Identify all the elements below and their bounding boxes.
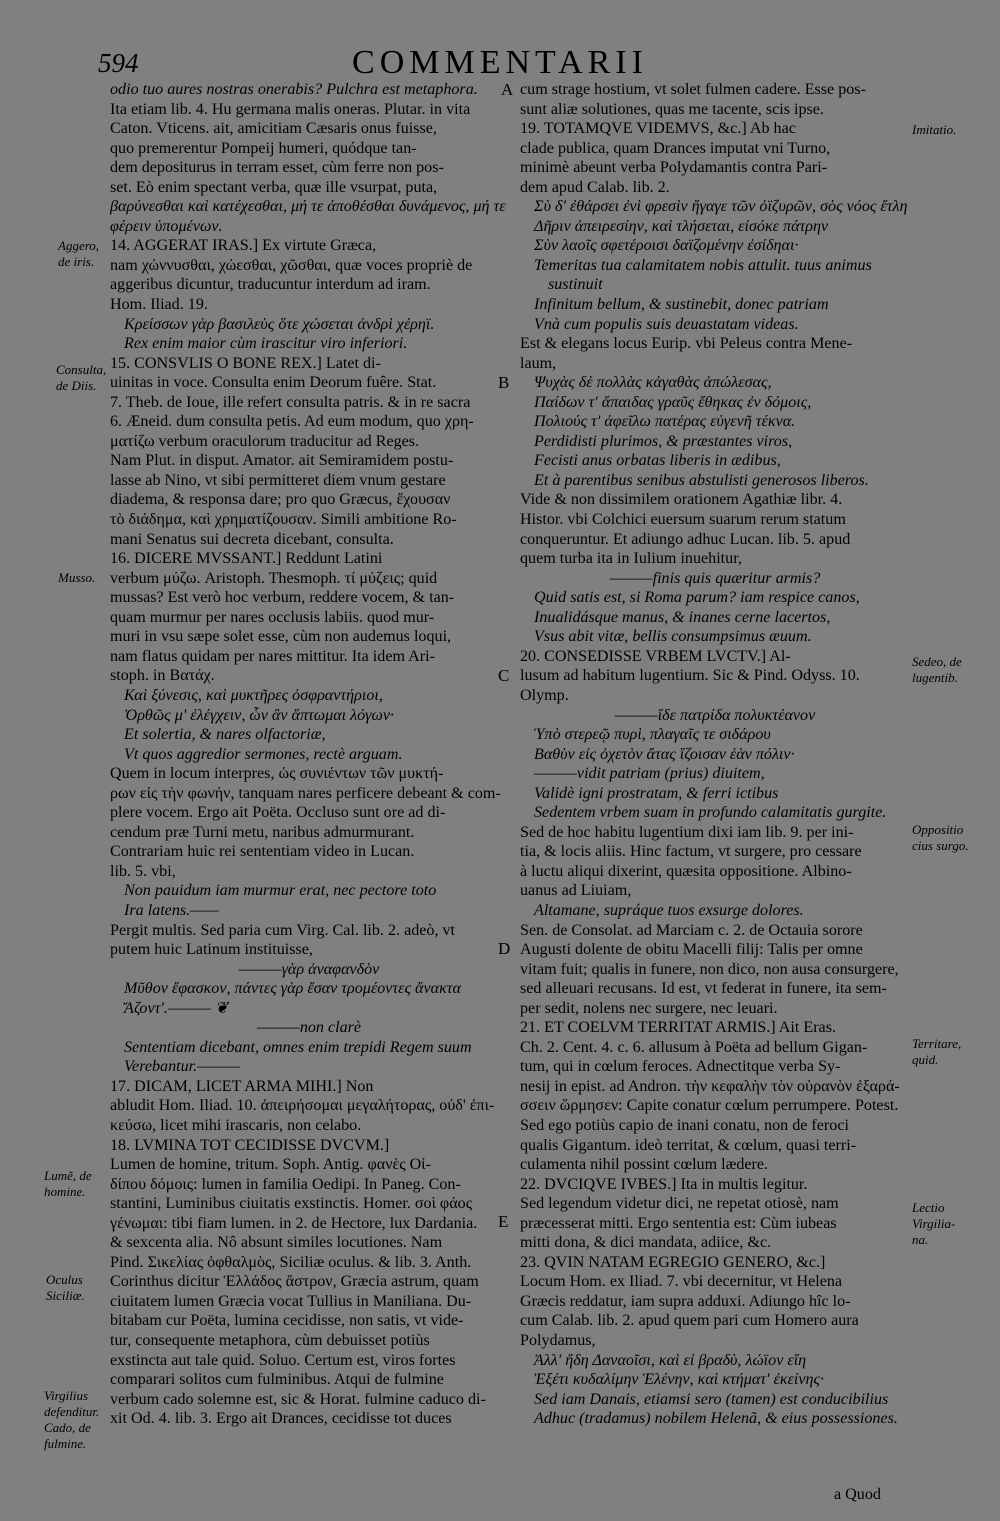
text-line: lib. 5. vbi, bbox=[110, 862, 176, 880]
text-line: verbum μύζω. Aristoph. Thesmoph. τί μύζεις; quid bbox=[110, 569, 438, 587]
text-line: minimè abeunt verba Polydamantis contra Pari- bbox=[520, 159, 828, 177]
text-line: nesij in epist. ad Andron. τὴν κεφαλὴν τὸν οὐρανὸν ἐξαρά- bbox=[520, 1077, 900, 1095]
text-line: Et à parentibus senibus abstulisti generosos liberos. bbox=[534, 471, 869, 489]
text-line: Sed legendum videtur dici, ne repetat otiosè, nam bbox=[520, 1195, 839, 1213]
margin-note-line: Oculus bbox=[46, 1272, 83, 1287]
text-line: Σὺ δ' ἐθάρσει ἐνὶ φρεσὶν ἤγαγε τῶν ὀϊζυρῶν, σὸς νόος ἔτλη bbox=[534, 198, 908, 216]
text-line: Nam Plut. in disput. Amator. ait Semiramidem postu- bbox=[110, 452, 454, 470]
text-line: 16. DICERE MVSSANT.] Reddunt Latini bbox=[110, 550, 383, 568]
text-line: Ψυχὰς δὲ πολλὰς κἀγαθὰς ἀπώλεσας, bbox=[534, 374, 772, 392]
text-line: τὸ διάδημα, καὶ χρηματίζουσαν. Simili ambitione Ro- bbox=[110, 511, 457, 529]
text-line: lasse ab Nino, vt sibi permitteret diem vnum gestare bbox=[110, 471, 446, 489]
text-line: Infinitum bellum, & sustinebit, donec patriam bbox=[534, 296, 829, 314]
text-line: Καὶ ξύνεσις, καὶ μυκτῆρες ὀσφραντήριοι, bbox=[124, 686, 383, 704]
margin-note-musso bbox=[58, 570, 95, 586]
text-line: Sententiam dicebant, omnes enim trepidi Regem suum bbox=[124, 1038, 472, 1056]
margin-note-line: Sedeo, de bbox=[912, 654, 962, 669]
margin-note-lumen bbox=[44, 1168, 92, 1200]
text-line: γένωμαι: tibi fiam lumen. in 2. de Hectore, lux Dardania. bbox=[110, 1214, 478, 1232]
text-line: Contrariam huic rei sententiam video in Lucan. bbox=[110, 843, 415, 861]
text-line: Ira latens.—— bbox=[124, 901, 219, 919]
text-line: 20. CONSEDISSE VRBEM LVCTV.] Al- bbox=[520, 647, 791, 665]
text-line: δίπου δόμοις: lumen in familia Oedipi. In Paneg. Con- bbox=[110, 1175, 461, 1193]
text-line: Polydamus, bbox=[520, 1332, 596, 1349]
text-line: Temeritas tua calamitatem nobis attulit. tuus animus bbox=[534, 256, 872, 274]
margin-note-line: Territare, bbox=[912, 1036, 962, 1051]
text-line: set. Eò enim spectant verba, quæ ille vsurpat, puta, bbox=[110, 178, 438, 196]
margin-note-territare bbox=[912, 1036, 961, 1068]
text-line: φέρειν ὑπομένων. bbox=[110, 217, 223, 235]
margin-note-sedeo bbox=[912, 654, 962, 686]
text-line: Corinthus dicitur Ἑλλάδος ἄστρον, Græcia astrum, quam bbox=[110, 1273, 479, 1291]
text-line: Augusti dolente de obitu Macelli filij: Talis per omne bbox=[520, 941, 863, 959]
text-line: Verebantur.——— bbox=[124, 1058, 241, 1076]
text-line: Ἄζοντ'.——— ❦ bbox=[124, 999, 229, 1017]
text-line: lusum ad habitum lugentium. Sic & Pind. Odyss. 10. bbox=[520, 667, 860, 685]
text-line: à luctu aliqui dixerint, quæsita oppositione. Albino- bbox=[520, 862, 852, 880]
section-letter-b: B bbox=[498, 373, 510, 392]
text-line: tur, consequente metaphora, cùm debuisset potiùs bbox=[110, 1332, 430, 1349]
text-line: Pind. Σικελίας ὀφθαλμὸς, Siciliæ oculus. & lib. 3. Anth. bbox=[110, 1253, 472, 1271]
text-line: comparari solitos cum fulminibus. Atqui de fulmine bbox=[110, 1371, 444, 1389]
text-line: Altamane, supráque tuos exsurge dolores. bbox=[534, 901, 804, 919]
text-line: Rex enim maior cùm irascitur viro inferiori. bbox=[124, 335, 408, 353]
text-line: Fecisti anus orbatas liberis in ædibus, bbox=[534, 452, 781, 470]
text-line: odio tuo aures nostras onerabis? Pulchra est metaphora. bbox=[110, 81, 478, 98]
text-line: vitam fuit; qualis in funere, non dico, non ausa consurgere, bbox=[520, 960, 899, 978]
text-line: stantini, Luminibus ciuitatis exstinctis. Homer. σοὶ φάος bbox=[110, 1195, 473, 1213]
text-line: sunt aliæ solutiones, quas me tacente, scis ipse. bbox=[520, 100, 824, 118]
text-line: verbum cado solemne est, sic & Horat. fulmine caduco di- bbox=[110, 1390, 486, 1408]
running-title: COMMENTARII bbox=[352, 44, 648, 81]
text-line: quam murmur per nares occlusis labiis. quod mur- bbox=[110, 608, 435, 626]
text-line: Caton. Vticens. ait, amicitiam Cæsaris onus fuisse, bbox=[110, 120, 437, 138]
page-header bbox=[0, 44, 1000, 84]
text-line: Πολιούς τ' ἀφεῖλω πατέρας εὐγενῆ τέκνα. bbox=[534, 413, 796, 431]
text-line: ματίζω verbum oraculorum traducitur ad Reges. bbox=[110, 432, 420, 450]
text-line: diadema, & responsa dare; pro quo Græcus, ἔχουσαν bbox=[110, 491, 451, 509]
text-line: Παίδων τ' ἄπαιδας γραῦς ἔθηκας ἐν δόμοις, bbox=[534, 393, 812, 411]
text-line: Βαθὺν εἰς ὀχετὸν ἄτας ἵζοισαν ἑὰν πόλιν· bbox=[534, 745, 795, 763]
text-line: 17. DICAM, LICET ARMA MIHI.] Non bbox=[110, 1077, 374, 1095]
text-line: Ch. 2. Cent. 4. c. 6. allusum à Poëta ad bellum Gigan- bbox=[520, 1038, 868, 1056]
text-line: Adhuc (tradamus) nobilem Helenã, & eius possessiones. bbox=[534, 1410, 898, 1428]
text-line: Sedentem vrbem suam in profundo calamitatis gurgite. bbox=[534, 804, 887, 822]
text-line: per sedit, nolens nec surgere, nec leuari. bbox=[520, 999, 778, 1017]
text-line: Hom. Iliad. 19. bbox=[110, 296, 208, 314]
text-line: 21. ET COELVM TERRITAT ARMIS.] Ait Eras. bbox=[520, 1019, 836, 1037]
text-line: Δῆριν ἀπειρεσίην, καὶ τλήσεται, εἰσόκε πάτρην bbox=[534, 217, 829, 235]
text-line: tia, & locis aliis. Hinc factum, vt surgere, pro cessare bbox=[520, 843, 862, 861]
text-line: Vt quos aggredior sermones, rectè arguam. bbox=[124, 745, 403, 763]
margin-note-line: Lectio bbox=[912, 1200, 945, 1215]
text-line: κεύσω, licet mihi irascaris, non celabo. bbox=[110, 1116, 362, 1134]
text-line: uanus ad Liuiam, bbox=[520, 882, 632, 900]
text-line: Vnà cum populis suis deuastatam videas. bbox=[534, 315, 799, 333]
text-line: conqueruntur. Et adiungo adhuc Lucan. lib. 5. apud bbox=[520, 530, 851, 548]
text-line: ———non clarè bbox=[256, 1019, 362, 1037]
margin-note-lectio bbox=[912, 1200, 955, 1248]
text-line: abludit Hom. Iliad. 10. ἀπειρήσομαι μεγαλήτορας, οὐδ' ἐπι- bbox=[110, 1097, 495, 1115]
text-line: mussas? Est verò hoc verbum, reddere vocem, & tan- bbox=[110, 589, 455, 607]
text-line: Histor. vbi Colchici euersum suarum rerum statum bbox=[520, 511, 846, 529]
text-line: Μῦθον ἔφασκον, πάντες γὰρ ἔσαν τρομέοντες ἄνακτα bbox=[124, 980, 462, 998]
text-line: sed alleuari recusans. Id est, vt federat in funere, ita sem- bbox=[520, 980, 887, 998]
text-line: ———γὰρ ἀναφανδὸν bbox=[238, 960, 380, 978]
section-letter-d: D bbox=[498, 939, 511, 958]
section-letter-c: C bbox=[498, 666, 510, 685]
text-line: ———ἴδε πατρίδα πολυκτέανον bbox=[614, 706, 816, 724]
text-line: σσειν ὥρμησεν: Capite conatur cœlum perrumpere. Potest. bbox=[520, 1097, 899, 1115]
text-line: Vide & non dissimilem orationem Agathiæ libr. 4. bbox=[520, 491, 843, 509]
text-line: Κρείσσων γὰρ βασιλεὺς ὅτε χώσεται ἀνδρὶ χέρηϊ. bbox=[124, 315, 435, 333]
text-line: Quid satis est, si Roma parum? iam respice canos, bbox=[534, 589, 860, 607]
section-letter-a: A bbox=[501, 80, 514, 99]
margin-note-line: de iris. bbox=[58, 254, 95, 269]
text-line: plere vocem. Ergo ait Poëta. Occluso sunt ore ad di- bbox=[110, 804, 446, 822]
text-line: Sed iam Danais, etiamsi sero (tamen) est conducibilius bbox=[534, 1390, 889, 1408]
text-line: ciuitatem lumen Græcia vocat Tullius in Maniliana. Du- bbox=[110, 1292, 472, 1310]
text-line: 14. AGGERAT IRAS.] Ex virtute Græca, bbox=[110, 237, 377, 255]
text-line: mitti dona, & dici mandata, adiice, &c. bbox=[520, 1234, 772, 1252]
text-line: cum Calab. lib. 2. apud quem pari cum Homero aura bbox=[520, 1312, 859, 1330]
margin-note-line: Virgilius bbox=[44, 1388, 89, 1403]
text-line: Perdidisti plurimos, & præstantes viros, bbox=[534, 432, 793, 450]
right-text-column bbox=[520, 80, 910, 1429]
margin-note-line: Consulta, bbox=[56, 362, 107, 377]
text-line: aggeribus dicuntur, traducuntur interdum ad iram. bbox=[110, 276, 431, 294]
margin-note-line: defenditur. bbox=[44, 1404, 100, 1419]
text-line: laum, bbox=[520, 354, 557, 372]
text-line: cum strage hostium, vt solet fulmen cadere. Esse pos- bbox=[520, 81, 866, 98]
margin-note-line: Cado, de bbox=[44, 1420, 91, 1435]
text-line: 18. LVMINA TOT CECIDISSE DVCVM.] bbox=[110, 1136, 390, 1154]
text-line: nam flatus quidam per nares mittitur. Ita idem Ari- bbox=[110, 647, 435, 665]
margin-note-line: de Diis. bbox=[56, 378, 97, 393]
text-line: Σὺν λαοῖς σφετέροισι δαϊζομένην ἐσίδηαι· bbox=[534, 237, 799, 255]
margin-note-oppositio bbox=[912, 822, 969, 854]
text-line: Sed ego potiùs capio de inani conatu, non de feroci bbox=[520, 1116, 849, 1134]
text-line: tum, qui in cœlum feroces. Adnectitque verba Sy- bbox=[520, 1058, 841, 1076]
text-line: ———vidit patriam (prius) diuitem, bbox=[534, 765, 765, 783]
margin-note-oculus bbox=[46, 1272, 85, 1304]
text-line: stoph. in Βατάχ. bbox=[110, 667, 215, 685]
text-line: dem depositurus in terram esset, cùm ferre non pos- bbox=[110, 159, 444, 177]
text-line: 19. TOTAMQVE VIDEMVS, &c.] Ab hac bbox=[520, 120, 796, 138]
text-line: putem huic Latinum instituisse, bbox=[110, 941, 313, 959]
margin-note-line: Oppositio bbox=[912, 822, 964, 837]
text-line: Validè igni prostratam, & ferri ictibus bbox=[534, 784, 779, 802]
text-line: Sen. de Consolat. ad Marciam c. 2. de Octauia sorore bbox=[520, 921, 863, 939]
margin-note-line: Virgilia- bbox=[912, 1216, 956, 1231]
margin-note-line: Siciliæ. bbox=[46, 1288, 85, 1303]
text-line: Non pauidum iam murmur erat, nec pectore toto bbox=[124, 882, 437, 900]
text-line: Ita etiam lib. 4. Hu germana malis oneras. Plutar. in vita bbox=[110, 100, 471, 118]
text-line: exstincta aut tale quid. Soluo. Certum est, viros fortes bbox=[110, 1351, 456, 1369]
margin-note-consulta bbox=[56, 362, 106, 394]
text-line: ρων εἰς τὴν φωνήν, tanquam nares perficere debeant & com- bbox=[110, 784, 501, 802]
text-line: Sed de hoc habitu lugentium dixi iam lib. 9. per ini- bbox=[520, 823, 854, 841]
margin-note-line: Imitatio. bbox=[912, 122, 957, 137]
text-line: muri in vsu sæpe solet esse, cùm non audemus loqui, bbox=[110, 628, 452, 646]
text-line: 22. DVCIQVE IVBES.] Ita in multis legitur. bbox=[520, 1175, 808, 1193]
text-line: clade publica, quam Drances imputat vni Turno, bbox=[520, 139, 831, 157]
text-line: culamenta nihil possint cœlum lædere. bbox=[520, 1156, 769, 1174]
text-line: βαρύνεσθαι καὶ κατέχεσθαι, μή τε ἀποθέσθαι δυνάμενος, μή τε bbox=[110, 198, 506, 216]
text-line: xit Od. 4. lib. 3. Ergo ait Drances, cecidisse tot duces bbox=[110, 1410, 452, 1428]
text-line: 7. Theb. de Ioue, ille refert consulta patris. & in re sacra bbox=[110, 393, 471, 411]
margin-note-line: Aggero, bbox=[58, 238, 100, 253]
text-line: 15. CONSVLIS O BONE REX.] Latet di- bbox=[110, 354, 381, 372]
text-line: Inualidásque manus, & inanes cerne lacertos, bbox=[534, 608, 831, 626]
text-line: Et solertia, & nares olfactoriæ, bbox=[124, 726, 326, 744]
margin-note-line: fulmine. bbox=[44, 1436, 87, 1451]
text-line: 6. Æneid. dum consulta petis. Ad eum modum, quo χρη- bbox=[110, 413, 474, 431]
text-line: Lumen de homine, tritum. Soph. Antig. φανὲς Οἰ- bbox=[110, 1156, 431, 1174]
text-line: Pergit multis. Sed paria cum Virg. Cal. lib. 2. adeò, vt bbox=[110, 921, 456, 939]
margin-note-line: cius surgo. bbox=[912, 838, 969, 853]
text-line: mani Senatus sui decreta dicebant, consulta. bbox=[110, 530, 394, 548]
margin-note-virgilius bbox=[44, 1388, 99, 1452]
margin-note-line: homine. bbox=[44, 1184, 86, 1199]
text-line: Locum Hom. ex Iliad. 7. vbi decernitur, vt Helena bbox=[520, 1273, 843, 1291]
page-number: 594 bbox=[98, 48, 139, 78]
text-line: Græcis reddatur, iam supra adduxi. Adiungo hîc lo- bbox=[520, 1292, 851, 1310]
text-line: qualis Gigantum. ideò territat, & cœlum, quasi terri- bbox=[520, 1136, 857, 1154]
catchword: a Quod bbox=[834, 1486, 881, 1503]
text-line: quem turba ita in Iulium inuehitur, bbox=[520, 550, 742, 568]
text-line: Est & elegans locus Eurip. vbi Peleus contra Mene- bbox=[520, 335, 853, 353]
text-line: dem apud Calab. lib. 2. bbox=[520, 178, 670, 196]
text-line: bitabam cur Poëta, lumina cecidisse, non satis, vt vide- bbox=[110, 1312, 464, 1330]
text-line: sustinuit bbox=[548, 276, 603, 294]
text-line: Ἀλλ' ἤδη Δαναοῖσι, καὶ εἰ βραδὺ, λώϊον εἴη bbox=[534, 1351, 807, 1369]
text-line: ———finis quis quæritur armis? bbox=[609, 569, 821, 587]
margin-note-line: lugentib. bbox=[912, 670, 958, 685]
text-line: 23. QVIN NATAM EGREGIO GENERO, &c.] bbox=[520, 1253, 826, 1271]
section-letter-e: E bbox=[498, 1212, 509, 1231]
left-text-column bbox=[110, 80, 511, 1429]
text-line: & sexcenta alia. Nô absunt similes locutiones. Nam bbox=[110, 1234, 443, 1252]
margin-note-line: Musso. bbox=[58, 570, 96, 585]
margin-note-imitatio bbox=[912, 122, 956, 138]
text-line: uinitas in voce. Consulta enim Deorum fuêre. Stat. bbox=[110, 374, 437, 392]
margin-note-line: quid. bbox=[912, 1052, 939, 1067]
text-line: quo premerentur Pompeij humeri, quódque tan- bbox=[110, 139, 417, 157]
margin-note-aggero bbox=[58, 238, 99, 270]
text-line: Olymp. bbox=[520, 686, 569, 704]
text-line: Ἐξέτι κυδαλίμην Ἑλένην, καὶ κτήματ' ἐκείνης· bbox=[534, 1371, 825, 1389]
text-line: cendum præ Turni metu, naribus admurmurant. bbox=[110, 823, 415, 841]
margin-note-line: na. bbox=[912, 1232, 929, 1247]
text-line: nam χώννυσθαι, χώεσθαι, χῶσθαι, quæ voces propriè de bbox=[110, 256, 473, 274]
text-line: Vsus abit vitæ, bellis consumpsimus æuum. bbox=[534, 628, 812, 646]
margin-note-line: Lumẽ, de bbox=[44, 1168, 92, 1183]
text-line: Quem in locum interpres, ὡς συνιέντων τῶν μυκτή- bbox=[110, 765, 444, 783]
text-line: Ὑπὸ στερεῷ πυρὶ, πλαγαῖς τε σιδάρου bbox=[534, 726, 771, 744]
text-line: Ὀρθῶς μ' ἐλέγχειν, ὧν ἂν ἅπτωμαι λόγων· bbox=[124, 706, 395, 724]
text-line: præcesserat mitti. Ergo sententia est: Cùm iubeas bbox=[520, 1214, 837, 1232]
